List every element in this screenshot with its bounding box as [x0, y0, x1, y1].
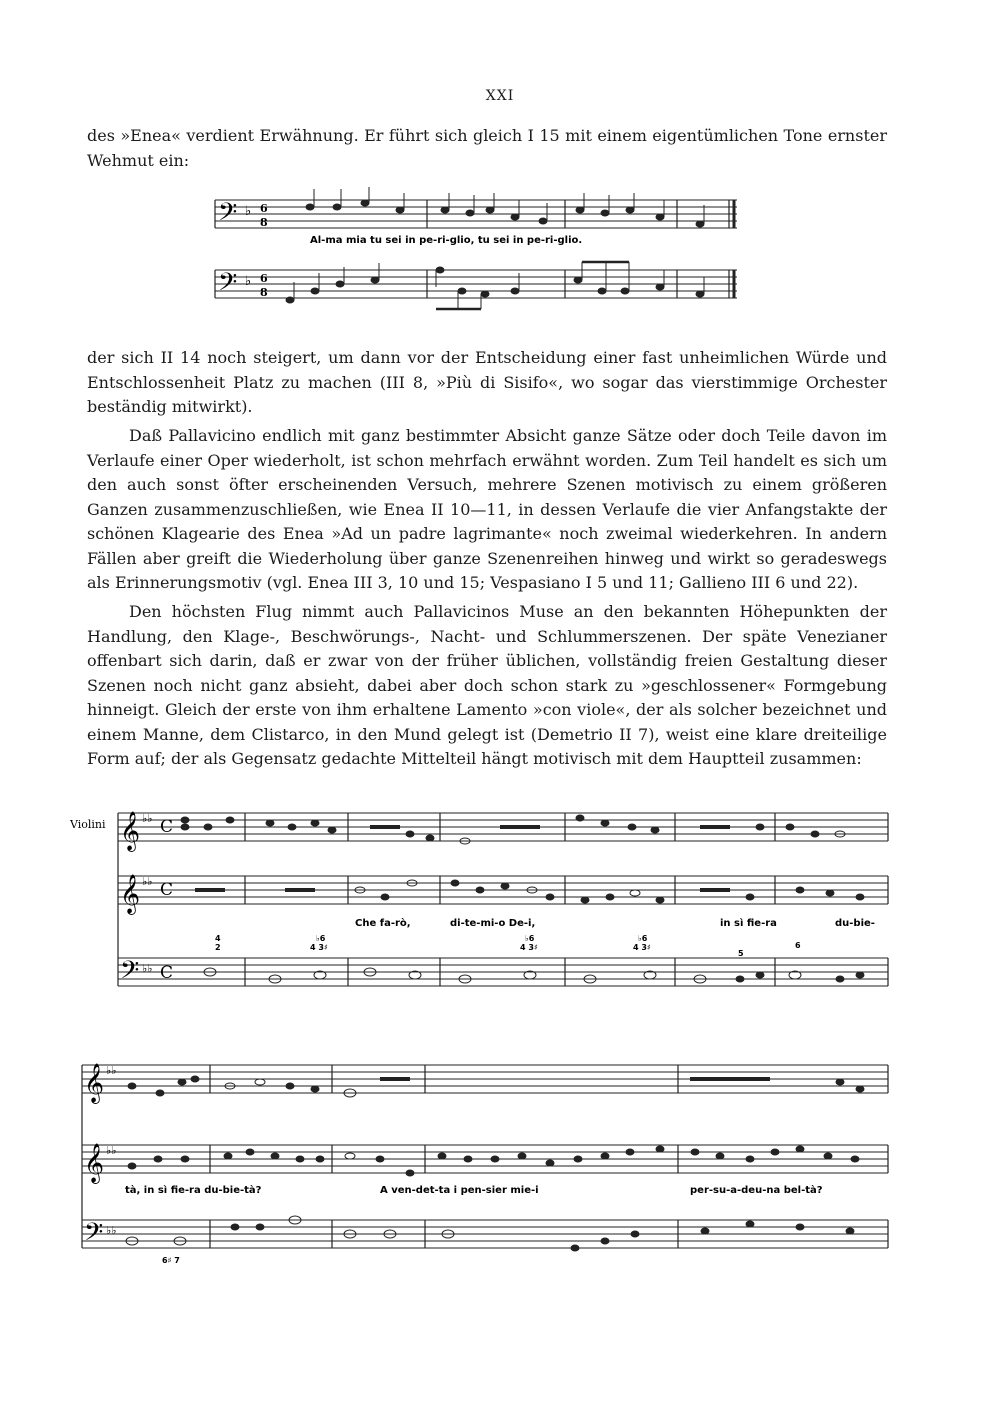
- treble-clef-icon: 𝄞: [120, 874, 141, 914]
- key-signature-icon: ♭♭: [106, 1144, 117, 1157]
- lyric-segment: in sì fie-ra: [720, 918, 777, 929]
- figured-bass: 6: [795, 941, 801, 950]
- figured-bass: 4 3♯: [633, 943, 651, 952]
- lyric-segment: Che fa-rò,: [355, 918, 411, 929]
- treble-clef-icon: 𝄞: [84, 1143, 105, 1183]
- figured-bass: ♭6: [525, 934, 535, 943]
- staff-voice-2: [82, 1145, 888, 1173]
- figured-bass: ♭6: [316, 934, 326, 943]
- lyric-segment: tà, in sì fie-ra du-bie-tà?: [125, 1185, 262, 1196]
- paragraph-intro: des »Enea« verdient Erwähnung. Er führt sich gleich I 15 mit einem eigentümlichen Tone ernster Wehmut ein:: [87, 126, 887, 170]
- lyric-segment: du-bie-: [835, 918, 875, 929]
- notes-staff-2: [286, 262, 704, 309]
- time-signature-bottom: 8: [260, 286, 268, 299]
- paragraph-repetition: Daß Pallavicino endlich mit ganz bestimmter Absicht ganze Sätze oder doch Teile davon im Verlaufe einer Oper wiederholt, ist schon mehrfach erwähnt worden. Zum Teil handelt es sich um den auch sonst öfter erscheinenden Versuch, mehrere Szenen motivisch zu einem größeren Ganzen zusammenzuschließen, wie Enea II 10—11, in dessen Verlaufe die vier Anfangstakte der schönen Klagearie des Enea »Ad un padre lagrimante« noch zweimal wiederkehren. In andern Fällen aber greift die Wiederholung über ganze Szenenreihen hinweg und wirkt so geradeswegs als Erinnerungsmotiv (vgl. Enea III 3, 10 und 15; Vespasiano I 5 und 11; Gallieno III 6 und 22).: [87, 426, 887, 592]
- paragraph-lament: Den höchsten Flug nimmt auch Pallavicinos Muse an den bekannten Höhepunkten der Handlung, den Klage-, Beschwörungs-, Nacht- und Schlummerszenen. Der späte Venezianer offenbart sich darin, daß er zwar von der früher üblichen, vollständig freien Gestaltung dieser Szenen noch nicht ganz absieht, dabei aber doch schon stark zu »geschlossener« Formgebung hinneigt. Gleich der erste von ihm erhaltene Lamento »con viole«, der als solcher bezeichnet und einem Manne, dem Clistarco, in den Mund gelegt ist (Demetrio II 7), weist eine klare dreiteilige Form auf; der als Gegensatz gedachte Mittelteil hängt motivisch mit dem Hauptteil zusammen:: [87, 602, 887, 768]
- time-signature-top: 6: [260, 272, 268, 285]
- common-time-icon: C: [160, 880, 174, 900]
- treble-clef-icon: 𝄞: [84, 1063, 105, 1103]
- lyric-segment: di-te-mi-o De-i,: [450, 918, 536, 929]
- flat-icon: ♭: [245, 204, 252, 219]
- instrument-label-violini: Violini: [70, 818, 106, 831]
- music-example-2-system-1: [70, 798, 890, 1008]
- staff-voice: [118, 876, 888, 904]
- figured-bass: 4: [215, 934, 221, 943]
- staff-bass-2: [82, 1220, 888, 1248]
- figured-bass: 4 3♯: [310, 943, 328, 952]
- lyric-segment: A ven-det-ta i pen-sier mie-i: [380, 1185, 539, 1196]
- common-time-icon: C: [160, 963, 174, 983]
- music-example-1: [215, 185, 740, 335]
- barlines-system-1: [118, 813, 888, 986]
- key-signature-icon: ♭♭: [142, 962, 153, 975]
- time-signature-top: 6: [260, 202, 268, 215]
- bass-clef-icon: 𝄢: [120, 956, 140, 991]
- flat-icon: ♭: [245, 274, 252, 289]
- bass-clef-icon: 𝄢: [218, 198, 238, 233]
- treble-clef-icon: 𝄞: [120, 811, 141, 851]
- lyric-segment: per-su-a-deu-na bel-tà?: [690, 1185, 823, 1196]
- figured-bass: 6♯ 7: [162, 1256, 180, 1265]
- notes-bass-system-1: [204, 968, 864, 983]
- bass-clef-icon: 𝄢: [218, 268, 238, 303]
- staff-bass: [118, 958, 888, 986]
- time-signature-bottom: 8: [260, 216, 268, 229]
- figured-bass: ♭6: [638, 934, 648, 943]
- key-signature-icon: ♭♭: [142, 812, 153, 825]
- music-example-2-system-2: [70, 1050, 890, 1270]
- page-number: XXI: [485, 88, 515, 104]
- figured-bass: 2: [215, 943, 221, 952]
- bass-clef-icon: 𝄢: [84, 1218, 104, 1253]
- notes-voice-system-2: [128, 1146, 859, 1176]
- figured-bass: 4 3♯: [520, 943, 538, 952]
- lyrics-example-1: Al-ma mia tu sei in pe-ri-glio, tu sei in pe-ri-glio.: [310, 235, 583, 246]
- barlines: [215, 200, 734, 298]
- key-signature-icon: ♭♭: [142, 875, 153, 888]
- barlines-system-2: [82, 1065, 888, 1248]
- paragraph-continuation: der sich II 14 noch steigert, um dann vor der Entscheidung einer fast unheimlichen Würde und Entschlossenheit Platz zu machen (III 8, »Più di Sisifo«, wo sogar das vierstimmige Orchester beständig mitwirkt).: [87, 348, 887, 416]
- common-time-icon: C: [160, 817, 174, 837]
- key-signature-icon: ♭♭: [106, 1224, 117, 1237]
- notes-violini-system-1: [181, 815, 845, 844]
- key-signature-icon: ♭♭: [106, 1064, 117, 1077]
- figured-bass: 5: [738, 949, 744, 958]
